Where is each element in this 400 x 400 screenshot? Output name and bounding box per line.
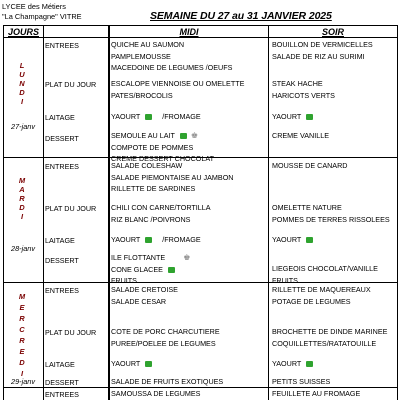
school-line-2: "La Champagne" VITRE (2, 12, 82, 21)
menu-item: PUREE/POELEE DE LEGUMES (111, 338, 216, 348)
menu-item: COTE DE PORC CHARCUTIERE (111, 327, 220, 336)
mercredi-midi-dessert (111, 376, 223, 388)
menu-item: LIEGEOIS CHOCOLAT/VANILLE (272, 264, 378, 273)
table-right-border (397, 25, 398, 400)
menu-item: SALADE CESAR (111, 296, 167, 306)
lundi-midi-laitage (111, 111, 201, 123)
menu-item: STEAK HACHE (272, 79, 323, 88)
menu-item: SALADE DE RIZ AU SURIMI (272, 51, 365, 61)
mercredi-midi-plat (111, 326, 220, 349)
day-letter: N (19, 79, 25, 88)
day-letter: D (19, 88, 25, 97)
mardi-soir-laitage (272, 234, 313, 246)
menu-item (111, 130, 214, 142)
day-date-mardi: 28-janv (11, 244, 35, 253)
day-letter: L (19, 61, 25, 70)
menu-item (111, 264, 190, 276)
day-letter: A (19, 185, 25, 194)
menu-item: BOUILLON DE VERMICELLES (272, 40, 373, 49)
menu-item: SAMOUSSA DE LEGUMES (111, 389, 201, 398)
chef-hat-icon: ♚ (183, 253, 191, 263)
category-entrees: ENTREES (45, 162, 79, 171)
category-dessert: DESSERT (45, 378, 79, 387)
category-entrees: ENTREES (45, 41, 79, 50)
day-letter: C (19, 325, 25, 334)
organic-leaf-icon (145, 114, 152, 120)
day-letter: U (19, 70, 25, 79)
jeudi-midi-entrees (111, 388, 200, 400)
menu-item: PAMPLEMOUSSE (111, 51, 171, 61)
organic-leaf-icon (306, 361, 313, 367)
menu-item: OMELETTE NATURE (272, 203, 342, 212)
mardi-midi-plat (111, 202, 211, 225)
day-letter: I (20, 97, 24, 106)
chef-hat-icon: ♚ (190, 131, 199, 141)
menu-item: MOUSSE DE CANARD (272, 161, 348, 170)
day-letter: I (20, 212, 24, 221)
organic-leaf-icon (145, 361, 152, 367)
day-letter: I (20, 369, 24, 378)
category-dessert: DESSERT (45, 256, 79, 265)
menu-item: SALADE DE FRUITS EXOTIQUES (111, 377, 224, 386)
menu-item: SALADE PIEMONTAISE AU JAMBON (111, 172, 234, 182)
day-letter: E (19, 303, 25, 312)
organic-leaf-icon (145, 237, 152, 243)
menu-item: BROCHETTE DE DINDE MARINEE (272, 327, 388, 336)
menu-item: POTAGE DE LEGUMES (272, 296, 351, 306)
menu-item: FRUITS (272, 275, 298, 285)
day-letter: M (18, 176, 26, 185)
day-name-mercredi (10, 291, 34, 379)
menu-item-text: RIZ BLANC /POIVRONS (111, 214, 191, 224)
menu-item-text: ILE FLOTTANTE (111, 253, 166, 262)
menu-item: SALADE COLESHAW (111, 161, 183, 170)
mercredi-midi-laitage (111, 358, 152, 370)
menu-item-text: SEMOULE AU LAIT (111, 131, 175, 140)
menu-item: HARICOTS VERTS (272, 90, 335, 100)
column-header-jours: JOURS (7, 27, 39, 37)
day-name-mardi (10, 176, 34, 221)
day-letter: D (19, 358, 25, 367)
mardi-soir-plat (272, 202, 390, 225)
midi-column-border (108, 25, 110, 400)
organic-leaf-icon (306, 237, 313, 243)
organic-leaf-icon (168, 267, 175, 273)
menu-item: YAOURT (111, 359, 141, 368)
menu-item: /FROMAGE (162, 112, 201, 121)
category-laitage: LAITAGE (45, 113, 75, 122)
menu-item: CHILI CON CARNE/TORTILLA (111, 203, 211, 212)
category-plat-du-jour: PLAT DU JOUR (45, 204, 97, 213)
day-letter: M (18, 292, 26, 301)
mardi-midi-entrees (111, 160, 233, 195)
table-top-border (3, 25, 398, 26)
mardi-midi-dessert (111, 252, 190, 287)
day-letter: R (19, 194, 25, 203)
school-line-1: LYCEE des Métiers (2, 2, 66, 11)
column-header-midi: MIDI (179, 27, 199, 37)
category-entrees: ENTREES (45, 390, 79, 399)
soir-column-border (268, 25, 269, 400)
mardi-soir-dessert (272, 263, 378, 286)
lundi-midi-entrees (111, 39, 232, 74)
lundi-soir-laitage (272, 111, 313, 123)
lundi-soir-dessert (272, 130, 329, 142)
organic-leaf-icon (306, 114, 313, 120)
category-plat-du-jour: PLAT DU JOUR (45, 80, 97, 89)
header-bottom-border (3, 37, 398, 38)
menu-item: PATES/BROCOLIS (111, 90, 173, 100)
menu-item (111, 214, 211, 226)
days-column-border (43, 25, 44, 400)
mardi-midi-laitage (111, 234, 201, 246)
category-laitage: LAITAGE (45, 360, 75, 369)
table-left-border (3, 25, 4, 400)
column-header-soir: SOIR (321, 27, 344, 37)
mercredi-soir-dessert (272, 376, 330, 388)
jeudi-soir-entrees (272, 388, 360, 400)
menu-item: COQUILLETTES/RATATOUILLE (272, 338, 377, 348)
menu-item: YAOURT (272, 359, 302, 368)
mercredi-midi-entrees (111, 284, 178, 307)
category-entrees: ENTREES (45, 286, 79, 295)
lundi-midi-plat (111, 78, 244, 101)
menu-item: POMMES DE TERRES RISSOLEES (272, 214, 390, 224)
menu-item: YAOURT (111, 112, 141, 121)
mercredi-soir-laitage (272, 358, 313, 370)
menu-item: YAOURT (272, 112, 302, 121)
menu-item: PETITS SUISSES (272, 377, 331, 386)
menu-item: MACEDOINE DE LEGUMES /OEUFS (111, 63, 233, 72)
mardi-soir-entrees (272, 160, 347, 172)
menu-item: /FROMAGE (162, 235, 201, 244)
menu-item: RILLETTE DE MAQUEREAUX (272, 285, 371, 294)
menu-item: QUICHE AU SAUMON (111, 40, 185, 49)
day-name-lundi (10, 61, 34, 106)
lundi-soir-entrees (272, 39, 373, 62)
menu-item (111, 252, 190, 264)
category-dessert: DESSERT (45, 134, 79, 143)
day-letter: D (19, 203, 25, 212)
menu-item: SALADE CRETOISE (111, 285, 178, 294)
day-date-mercredi: 29-janv (11, 377, 35, 386)
menu-item: COMPOTE DE POMMES (111, 142, 194, 152)
day-date-lundi: 27-janv (11, 122, 35, 131)
organic-leaf-icon (180, 133, 187, 139)
menu-item: FEUILLETE AU FROMAGE (272, 389, 361, 398)
lundi-soir-plat (272, 78, 335, 101)
menu-item: CREME DESSERT CHOCOLAT (111, 154, 215, 164)
mercredi-soir-entrees (272, 284, 371, 307)
menu-item: RILLETTE DE SARDINES (111, 184, 196, 193)
day-letter: R (19, 336, 25, 345)
mercredi-soir-plat (272, 326, 387, 349)
day-letter: E (19, 347, 25, 356)
menu-item: CREME VANILLE (272, 131, 329, 140)
category-plat-du-jour: PLAT DU JOUR (45, 328, 97, 337)
menu-item: YAOURT (111, 235, 141, 244)
menu-item: YAOURT (272, 235, 302, 244)
category-laitage: LAITAGE (45, 236, 75, 245)
menu-item-text: CONE GLACEE (111, 264, 163, 274)
school-name (2, 2, 82, 22)
page-title: SEMAINE DU 27 au 31 JANVIER 2025 (150, 10, 332, 22)
menu-item: FRUITS (111, 276, 137, 286)
day-letter: R (19, 314, 25, 323)
menu-item: ESCALOPE VIENNOISE OU OMELETTE (111, 79, 245, 88)
